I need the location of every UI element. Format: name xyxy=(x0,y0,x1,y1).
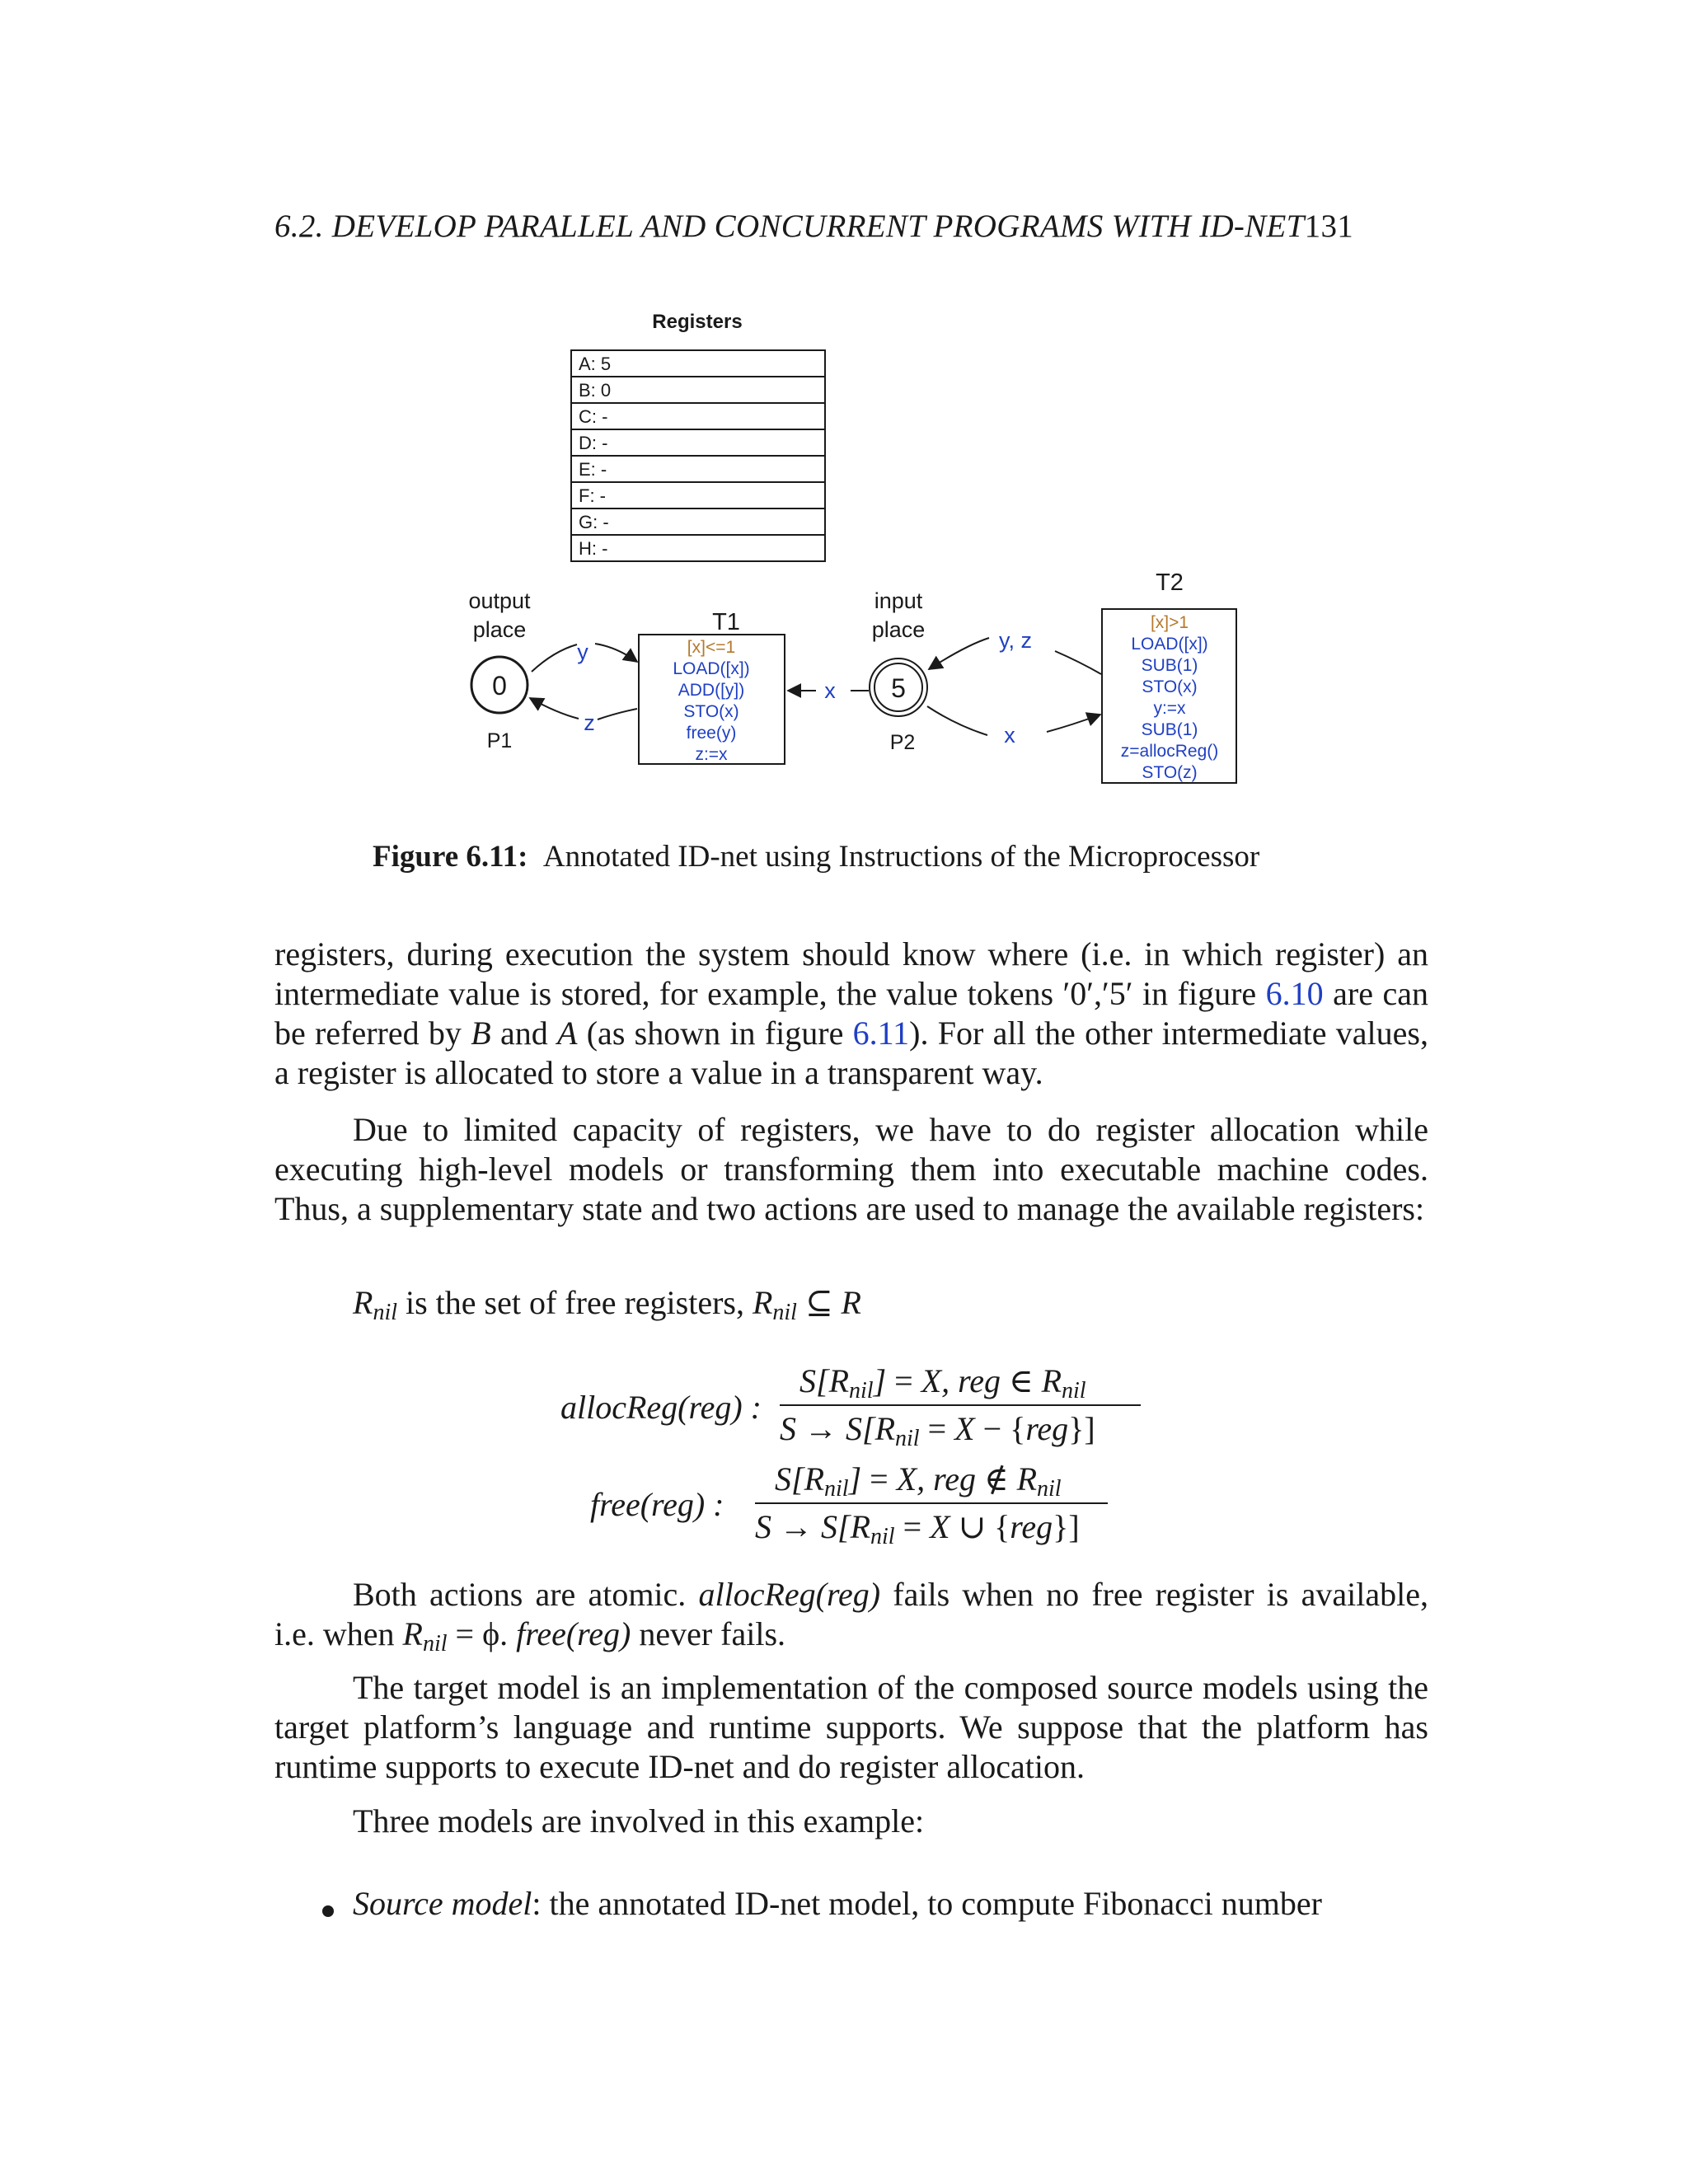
arc-p2-x2 xyxy=(927,706,987,735)
p4-text: never fails. xyxy=(631,1615,786,1652)
register-c: C: - xyxy=(579,406,608,427)
t1-name: T1 xyxy=(712,609,740,635)
p2-token: 5 xyxy=(891,673,906,703)
rule-alloc-bar xyxy=(780,1404,1141,1406)
t1-action: z:=x xyxy=(695,745,728,764)
id-net-figure xyxy=(0,0,1688,824)
arc-t1-z xyxy=(598,709,637,719)
t2-name: T2 xyxy=(1156,569,1184,596)
register-a: A: 5 xyxy=(579,354,612,374)
p4-text: Both actions are atomic. xyxy=(353,1576,699,1613)
t2-guard: [x]>1 xyxy=(1150,613,1189,632)
p2-label-line1: input xyxy=(874,588,923,613)
p3-text: is the set of free registers, xyxy=(397,1284,753,1321)
free-term: free(reg) xyxy=(516,1615,631,1652)
t1-action: LOAD([x]) xyxy=(673,659,750,678)
t2-action: z=allocReg() xyxy=(1120,742,1219,761)
math-rnil-subset: $R_{nil}$ ⊆ R xyxy=(752,1284,861,1325)
rule-alloc-name: allocReg(reg) : xyxy=(560,1389,762,1426)
register-b: B: 0 xyxy=(579,380,612,401)
math-rnil: $R_{nil}$ xyxy=(353,1284,397,1325)
p2-name: P2 xyxy=(889,731,916,754)
t1-action: ADD([y]) xyxy=(678,681,745,700)
figure-caption xyxy=(373,839,1362,874)
paragraph-allocation: Due to limited capacity of registers, we have to do register allocation while executing high-level models or transforming them into executable machine codes. Thus, a supplementary state and two actions are used to manage the available registers: xyxy=(274,1111,1428,1227)
rule-free-numerator: $S[R_{nil}] = X$, reg ∉ $R_{nil}$ xyxy=(775,1460,1062,1502)
t2-action: SUB(1) xyxy=(1141,656,1198,675)
section-title: 6.2. DEVELOP PARALLEL AND CONCURRENT PROGRAMS WITH ID-NET xyxy=(274,209,1305,244)
bullet-label: Source model xyxy=(353,1885,532,1922)
p1-name: P1 xyxy=(486,729,513,752)
arc-label-y: y xyxy=(577,640,588,664)
arc-label-x-t1: x xyxy=(824,678,836,703)
figure-ref-6-11[interactable]: 6.11 xyxy=(852,1015,910,1052)
figure-ref-6-10[interactable]: 6.10 xyxy=(1265,975,1324,1012)
paragraph-target-model: The target model is an implementation of the composed source models using the target platform’s language and runtime supports. We suppose that the platform has runtime supports to execute ID-net and do register allocation. xyxy=(274,1669,1428,1785)
registers-title: Registers xyxy=(652,311,743,333)
math-a: A xyxy=(557,1015,578,1052)
rule-free-denominator: $S \to S[R_{nil} = X$ ∪ {reg}] xyxy=(755,1508,1080,1549)
t1-action: free(y) xyxy=(686,724,737,743)
t2-action: STO(x) xyxy=(1142,677,1198,696)
arc-z-p1 xyxy=(530,698,579,719)
rule-alloc-denominator: $S \to S[R_{nil} = X - \{reg\}]$ xyxy=(780,1410,1095,1451)
register-g: G: - xyxy=(579,512,609,532)
p1-text: registers, during execution the system should know where (i.e. in which register) an intermediate value is stored, for example, the value tokens ′0′,′5′ in figure xyxy=(274,935,1428,1012)
page-number: 131 xyxy=(1304,209,1354,244)
register-e: E: - xyxy=(579,459,607,480)
bullet-source-model xyxy=(353,1884,1441,1924)
t2-action: y:=x xyxy=(1153,699,1186,718)
arc-t2-yz xyxy=(1055,651,1101,674)
t2-action: STO(z) xyxy=(1142,763,1198,782)
caption-label: Figure 6.11: xyxy=(373,840,528,874)
p1-token: 0 xyxy=(492,671,507,701)
bullet-text: : the annotated ID-net model, to compute Fibonacci number xyxy=(532,1885,1322,1922)
arc-label-yz: y, z xyxy=(999,628,1032,653)
math-rnil-empty: $R_{nil}$ xyxy=(402,1615,448,1657)
arc-label-z: z xyxy=(584,710,595,735)
p2-label-line2: place xyxy=(871,617,926,642)
t2-action: SUB(1) xyxy=(1141,720,1198,739)
p4-text: = ϕ. xyxy=(447,1615,517,1652)
register-d: D: - xyxy=(579,433,608,453)
p1-text: ). For all the other intermediate values, a register is allocated to store a value in a transparent way. xyxy=(274,1015,1428,1091)
paragraph-rnil xyxy=(274,1283,1428,1333)
arc-yz-p2 xyxy=(929,638,989,669)
register-h: H: - xyxy=(579,538,608,559)
arc-label-x-t2: x xyxy=(1004,723,1015,748)
rule-free-name: free(reg) : xyxy=(590,1486,724,1523)
paragraph-registers xyxy=(274,935,1428,1093)
arc-x-t2 xyxy=(1047,715,1100,732)
t1-action: STO(x) xyxy=(683,702,739,721)
bullet-point xyxy=(322,1905,334,1917)
register-f: F: - xyxy=(579,485,606,506)
paragraph-three-models: Three models are involved in this example: xyxy=(353,1802,925,1840)
arc-y-t1 xyxy=(595,644,637,662)
p4-text: fails when no free register is available, i.e. when xyxy=(274,1576,1428,1652)
arc-p1-y xyxy=(532,644,577,672)
rule-free-bar xyxy=(755,1502,1108,1504)
registers-table xyxy=(571,350,825,561)
p1-text: (as shown in figure xyxy=(577,1015,853,1052)
t2-action: LOAD([x]) xyxy=(1131,635,1208,654)
math-b: B xyxy=(471,1015,491,1052)
allocreg-term: allocReg(reg) xyxy=(698,1576,881,1613)
p1-text: are can be referred by xyxy=(274,975,1428,1052)
paragraph-atomic xyxy=(274,1575,1428,1664)
t1-guard: [x]<=1 xyxy=(687,638,736,657)
rule-alloc-numerator: $S[R_{nil}] = X$, reg ∈ $R_{nil}$ xyxy=(799,1362,1086,1404)
p1-text: and xyxy=(490,1015,557,1052)
p1-label-line2: place xyxy=(472,617,527,642)
p1-label-line1: output xyxy=(468,588,531,613)
caption-text: Annotated ID-net using Instructions of the Microprocessor xyxy=(542,840,1260,874)
